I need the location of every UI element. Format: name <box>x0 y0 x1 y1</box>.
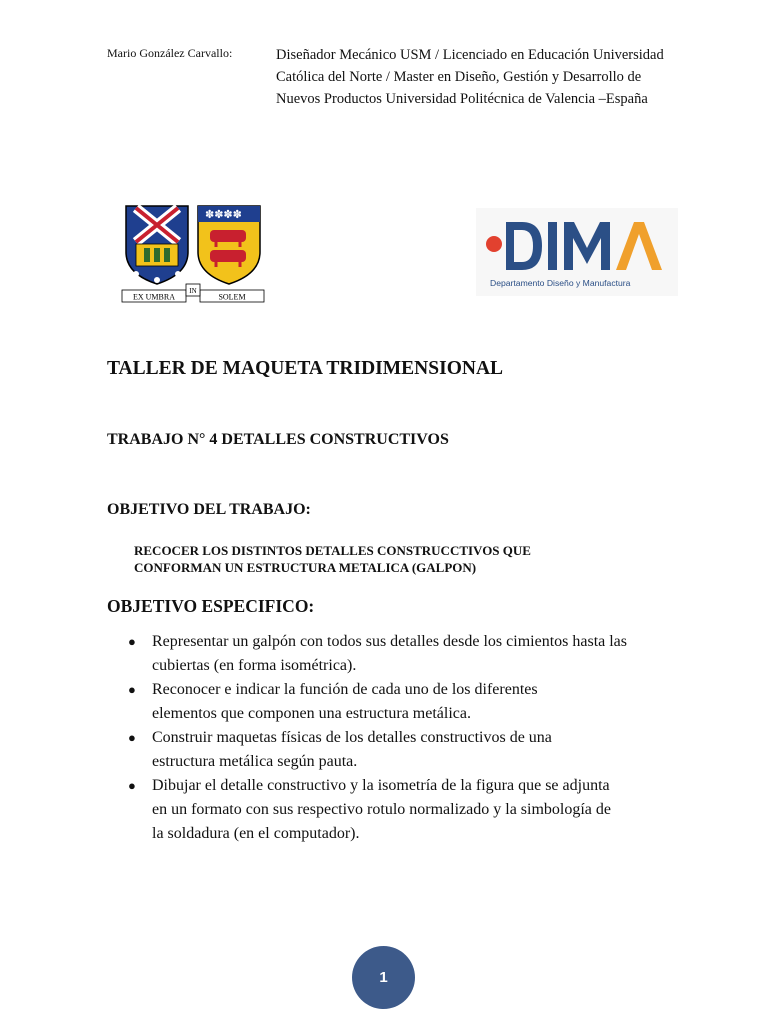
list-item <box>126 774 696 846</box>
list-item-line: la soldadura (en el computador). <box>152 825 360 842</box>
list-item-line: en un formato con sus respectivo rotulo normalizado y la simbología de <box>152 801 611 818</box>
author-name: Mario González Carvallo: <box>107 46 233 60</box>
objetivo-heading: OBJETIVO DEL TRABAJO: <box>107 501 311 518</box>
list-item <box>126 678 696 726</box>
list-item-line: elementos que componen una estructura metálica. <box>152 705 471 722</box>
crest-motto-left: EX UMBRA <box>132 292 176 302</box>
list-item <box>126 726 696 774</box>
author-credentials <box>276 44 716 110</box>
dima-logo <box>476 208 678 296</box>
list-item <box>126 630 696 678</box>
credentials-line: Nuevos Productos Universidad Politécnica de Valencia –España <box>276 91 648 107</box>
credentials-line: Diseñador Mecánico USM / Licenciado en Educación Universidad <box>276 47 664 63</box>
list-item-line: Reconocer e indicar la función de cada uno de los diferentes <box>152 681 538 698</box>
objetivo-line: CONFORMAN UN ESTRUCTURA METALICA (GALPON) <box>134 560 477 575</box>
document-subtitle: TRABAJO N° 4 DETALLES CONSTRUCTIVOS <box>107 431 449 448</box>
svg-text:✽✽✽✽: ✽✽✽✽ <box>205 208 242 221</box>
bullet-icon: ● <box>128 778 136 793</box>
crest-motto-right: SOLEM <box>218 292 246 302</box>
dima-caption: Departamento Diseño y Manufactura <box>490 278 631 288</box>
objetivo-text <box>134 542 531 576</box>
bullet-icon: ● <box>128 682 136 697</box>
university-crest-logo <box>118 200 268 312</box>
especifico-heading: OBJETIVO ESPECIFICO: <box>107 596 315 616</box>
list-item-line: Construir maquetas físicas de los detalles constructivos de una <box>152 729 552 746</box>
list-item-line: estructura metálica según pauta. <box>152 753 358 770</box>
objetivos-list <box>126 630 696 846</box>
document-title: TALLER DE MAQUETA TRIDIMENSIONAL <box>107 358 504 379</box>
list-item-line: Representar un galpón con todos sus detalles desde los cimientos hasta las <box>152 633 628 650</box>
credentials-line: Católica del Norte / Master en Diseño, Gestión y Desarrollo de <box>276 69 642 85</box>
objetivo-line: RECOCER LOS DISTINTOS DETALLES CONSTRUCCTIVOS QUE <box>134 543 531 558</box>
crest-motto-center: IN <box>189 287 197 295</box>
bullet-icon: ● <box>128 730 136 745</box>
page-number-badge: 1 <box>352 946 415 1009</box>
list-item-line: cubiertas (en forma isométrica). <box>152 657 357 674</box>
list-item-line: Dibujar el detalle constructivo y la isometría de la figura que se adjunta <box>152 777 610 794</box>
bullet-icon: ● <box>128 634 136 649</box>
